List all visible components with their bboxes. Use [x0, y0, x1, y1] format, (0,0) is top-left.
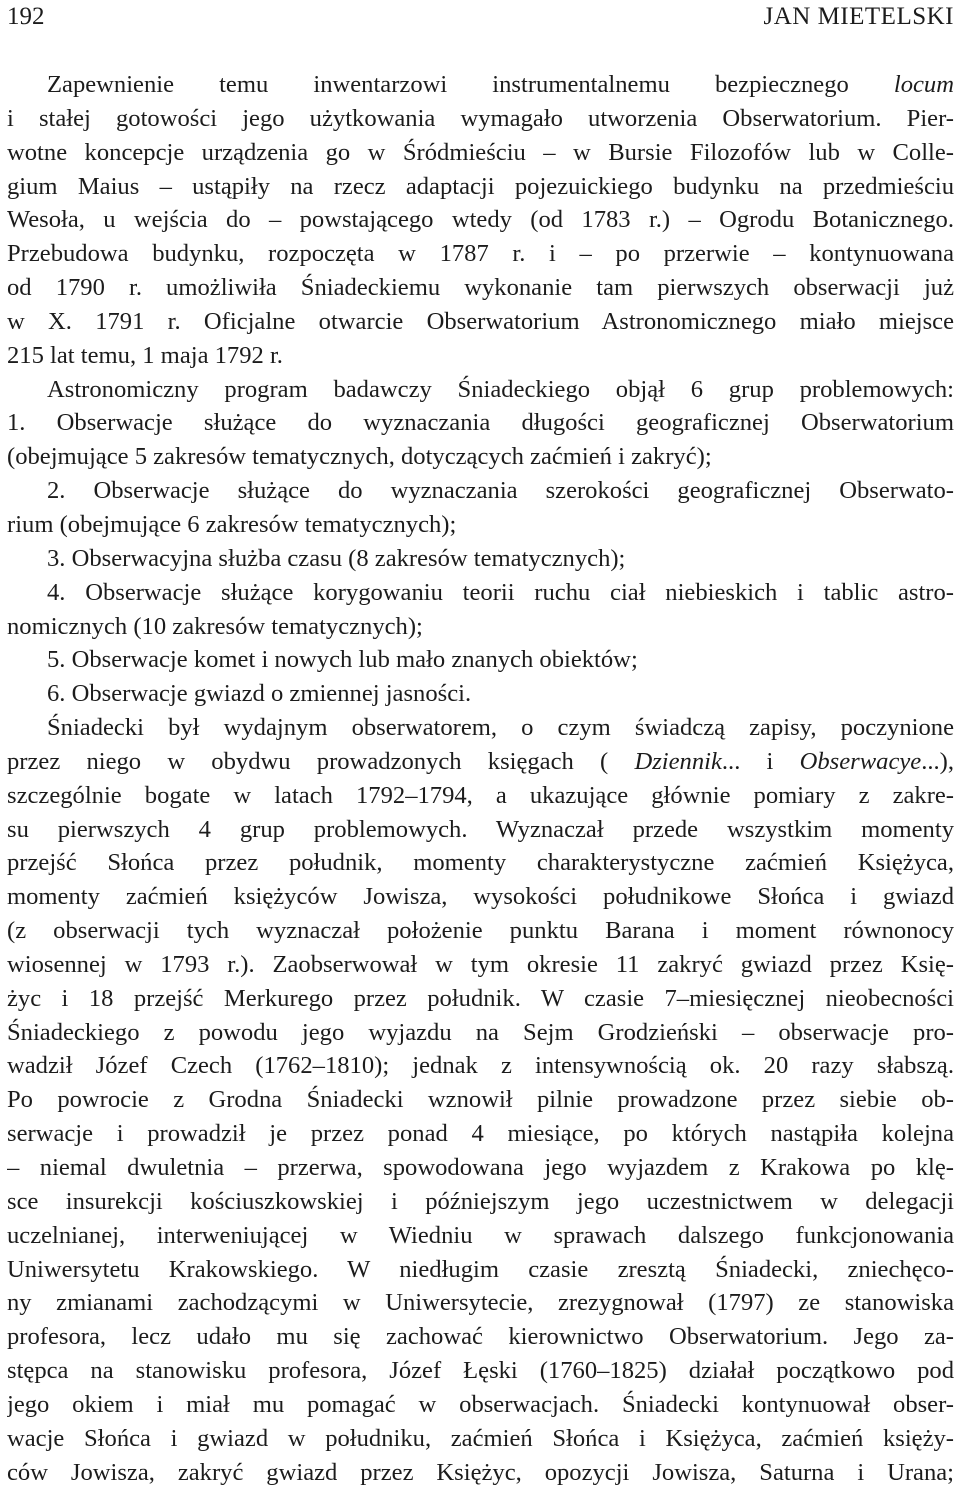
- text-line: [7, 779, 954, 813]
- text-segment: Wesoła, u wejścia do – powstającego wtedy (od 1783 r.) – Ogrodu Botanicznego.: [7, 206, 954, 234]
- text-segment: rium (obejmujące 6 zakresów tematycznych);: [7, 510, 457, 538]
- text-line: [7, 406, 954, 440]
- text-segment: wadził Józef Czech (1762–1810); jednak z intensywnością ok. 20 razy słabszą.: [7, 1052, 954, 1080]
- text-segment: 5. Obserwacje komet i nowych lub mało znanych obiektów;: [47, 646, 638, 674]
- text-line: [7, 677, 954, 711]
- text-line: [7, 982, 954, 1016]
- text-segment: w X. 1791 r. Oficjalne otwarcie Obserwatorium Astronomicznego miało miejsce: [7, 307, 954, 335]
- text-line: [7, 1219, 954, 1253]
- text-segment: gium Maius – ustąpiły na rzecz adaptacji pojezuickiego budynku na przedmieściu: [7, 172, 954, 200]
- body-text: [7, 68, 954, 1489]
- text-line: [7, 203, 954, 237]
- text-segment: wotne koncepcje urządzenia go w Śródmieściu – w Bursie Filozofów lub w Colle-: [7, 138, 954, 166]
- text-line: [7, 610, 954, 644]
- text-segment: jego okiem i miał mu pomagać w obserwacjach. Śniadecki kontynuował obser-: [7, 1390, 954, 1418]
- text-line: [7, 237, 954, 271]
- text-line: [7, 880, 954, 914]
- text-line: [7, 1388, 954, 1422]
- text-line: [7, 948, 954, 982]
- text-line: [7, 1083, 954, 1117]
- text-segment: Uniwersytetu Krakowskiego. W niedługim czasie zresztą Śniadecki, zniechęco-: [7, 1255, 954, 1283]
- text-segment: ...),: [921, 747, 954, 775]
- text-line: [7, 271, 954, 305]
- text-line: [7, 1422, 954, 1456]
- text-segment: (obejmujące 5 zakresów tematycznych, dotyczących zaćmień i zakryć);: [7, 443, 712, 471]
- text-segment: su pierwszych 4 grup problemowych. Wyznaczał przede wszystkim momenty: [7, 815, 954, 843]
- text-line: [7, 373, 954, 407]
- text-segment: wiosennej w 1793 r.). Zaobserwował w tym okresie 11 zakryć gwiazd przez Księ-: [7, 950, 954, 978]
- text-segment: serwacje i prowadził je przez ponad 4 miesiące, po których nastąpiła kolejna: [7, 1120, 954, 1148]
- text-line: [7, 508, 954, 542]
- text-segment: Śniadeckiego z powodu jego wyjazdu na Sejm Grodzieński – obserwacje pro-: [7, 1018, 954, 1046]
- text-segment: Śniadecki był wydajnym obserwatorem, o czym świadczą zapisy, poczynione: [47, 714, 954, 742]
- text-segment: Zapewnienie temu inwentarzowi instrumentalnemu bezpiecznego: [47, 71, 894, 98]
- text-line: [7, 914, 954, 948]
- text-line: [7, 813, 954, 847]
- running-head: JAN MIETELSKI: [763, 3, 954, 30]
- text-segment: 2. Obserwacje służące do wyznaczania szerokości geograficznej Obserwato-: [47, 477, 954, 505]
- text-segment: szczególnie bogate w latach 1792–1794, a ukazujące głównie pomiary z zakre-: [7, 781, 954, 809]
- text-line: [7, 1320, 954, 1354]
- text-line: [7, 474, 954, 508]
- text-line: [7, 1151, 954, 1185]
- text-line: [7, 1185, 954, 1219]
- page-number: 192: [7, 3, 45, 30]
- text-segment: ... i: [721, 747, 800, 775]
- text-line: [7, 1354, 954, 1388]
- italic-title: locum: [893, 71, 954, 98]
- document-page: [7, 0, 954, 1486]
- text-segment: 3. Obserwacyjna służba czasu (8 zakresów tematycznych);: [47, 544, 626, 572]
- page-header: [7, 3, 954, 35]
- text-line: [7, 846, 954, 880]
- text-line: [7, 339, 954, 373]
- text-segment: ny zmianami zachodzącymi w Uniwersytecie, zrezygnował (1797) ze stanowiska: [7, 1289, 954, 1317]
- text-line: [7, 576, 954, 610]
- text-segment: Przebudowa budynku, rozpoczęta w 1787 r. i – po przerwie – kontynuowana: [7, 240, 954, 268]
- text-line: [7, 1286, 954, 1320]
- text-line: [7, 745, 954, 779]
- text-segment: 1. Obserwacje służące do wyznaczania długości geograficznej Obserwatorium: [7, 409, 954, 437]
- text-segment: Astronomiczny program badawczy Śniadeckiego objął 6 grup problemowych:: [47, 375, 954, 403]
- text-segment: sce insurekcji kościuszkowskiej i późniejszym jego uczestnictwem w delegacji: [7, 1187, 954, 1215]
- text-segment: życ i 18 przejść Merkurego przez południk. W czasie 7–miesięcznej nieobecności: [7, 984, 954, 1012]
- text-line: [7, 305, 954, 339]
- text-segment: wacje Słońca i gwiazd w południku, zaćmień Słońca i Księżyca, zaćmień księży-: [7, 1424, 954, 1452]
- text-line: [7, 542, 954, 576]
- text-segment: przez niego w obydwu prowadzonych księgach (: [7, 747, 635, 775]
- text-line: [7, 643, 954, 677]
- text-line: [7, 136, 954, 170]
- text-line: [7, 711, 954, 745]
- text-line: [7, 1117, 954, 1151]
- text-line: [7, 170, 954, 204]
- text-line: [7, 102, 954, 136]
- text-segment: od 1790 r. umożliwiła Śniadeckiemu wykonanie tam pierwszych obserwacji już: [7, 274, 954, 302]
- text-segment: (z obserwacji tych wyznaczał położenie punktu Barana i moment równonocy: [7, 917, 954, 945]
- text-segment: ców Jowisza, zakryć gwiazd przez Księżyc, opozycji Jowisza, Saturna i Urana;: [7, 1458, 954, 1486]
- text-segment: Po powrocie z Grodna Śniadecki wznowił pilnie prowadzone przez siebie ob-: [7, 1086, 954, 1114]
- text-segment: momenty zaćmień księżyców Jowisza, wysokości południkowe Słońca i gwiazd: [7, 883, 954, 911]
- text-segment: stępca na stanowisku profesora, Józef Łęski (1760–1825) działał początkowo pod: [7, 1357, 954, 1385]
- text-line: [7, 1253, 954, 1287]
- text-segment: nomicznych (10 zakresów tematycznych);: [7, 612, 423, 640]
- text-segment: i stałej gotowości jego użytkowania wymagało utworzenia Obserwatorium. Pier-: [7, 104, 954, 132]
- text-segment: uczelnianej, interweniującej w Wiedniu w sprawach dalszego funkcjonowania: [7, 1221, 954, 1249]
- text-segment: 4. Obserwacje służące korygowaniu teorii ruchu ciał niebieskich i tablic astro-: [47, 578, 954, 606]
- text-line: [7, 440, 954, 474]
- text-line: [7, 1016, 954, 1050]
- text-segment: profesora, lecz udało mu się zachować kierownictwo Obserwatorium. Jego za-: [7, 1323, 954, 1351]
- text-segment: – niemal dwuletnia – przerwa, spowodowana jego wyjazdem z Krakowa po klę-: [7, 1154, 954, 1181]
- text-line: [7, 1456, 954, 1490]
- italic-title: Obserwacye: [799, 747, 922, 775]
- text-segment: 6. Obserwacje gwiazd o zmiennej jasności.: [47, 680, 472, 708]
- text-segment: 215 lat temu, 1 maja 1792 r.: [7, 341, 283, 369]
- text-line: [7, 1049, 954, 1083]
- text-line: [7, 68, 954, 102]
- italic-title: Dziennik: [634, 747, 722, 775]
- text-segment: przejść Słońca przez południk, momenty charakterystyczne zaćmień Księżyca,: [7, 849, 954, 877]
